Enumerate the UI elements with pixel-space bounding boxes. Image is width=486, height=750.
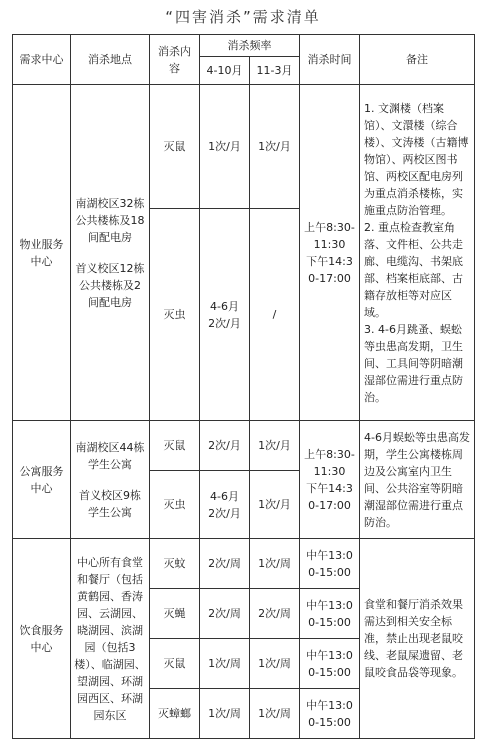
- freq-cell: 1次/周: [200, 639, 250, 689]
- freq-cell: 1次/周: [200, 689, 250, 739]
- center-apartment: 公寓服务中心: [13, 421, 71, 539]
- freq-cell: /: [250, 209, 300, 421]
- freq-cell: 1次/月: [250, 421, 300, 471]
- content-cell: 灭虫: [150, 471, 200, 539]
- location-catering: 中心所有食堂和餐厅（包括黄鹤园、香涛园、云湖园、晓湖园、滨湖园（包括3楼）、临湖园、望湖园、环湖园西区、环湖园东区: [71, 539, 150, 739]
- content-cell: 灭蟑螂: [150, 689, 200, 739]
- document-title: “四害消杀”需求清单: [165, 8, 321, 26]
- header-center: 需求中心: [13, 35, 71, 85]
- header-content: 消杀内容: [150, 35, 200, 85]
- time-property: 上午8:30-11:30 下午14:30-17:00: [300, 85, 360, 421]
- demand-table: [12, 34, 475, 739]
- content-cell: 灭虫: [150, 209, 200, 421]
- time-cell: 中午13:00-15:00: [300, 689, 360, 739]
- location-apartment: [71, 421, 150, 539]
- location-property-nanhu: 南湖校区32栋公共楼栋及18间配电房: [75, 196, 145, 244]
- time-cell: 中午13:00-15:00: [300, 639, 360, 689]
- location-apartment-nanhu: 南湖校区44栋学生公寓: [75, 440, 145, 471]
- freq-cell: 2次/周: [250, 589, 300, 639]
- note-property: 1. 文渊楼（档案馆）、文澴楼（综合楼）、文涛楼（古籍博物馆）、两校区图书馆、两校区配电房列为重点消杀楼栋，实施重点防治管理。 2. 重点检查教室角落、文件柜、公共走廊、电缆沟、书架底部、档案柜底部、古籍存放柜等对应区域。 3. 4-6月跳蚤、蜈蚣等虫患高发期，卫生间、工具间等阴暗潮湿部位需进行重点防治。: [360, 85, 475, 421]
- location-property-shouyi: 首义校区12栋公共楼栋及2间配电房: [75, 261, 145, 309]
- freq-cell: 1次/月: [250, 471, 300, 539]
- content-cell: 灭蝇: [150, 589, 200, 639]
- freq-cell: 1次/周: [250, 539, 300, 589]
- header-freq-apr-oct: 4-10月: [200, 57, 250, 85]
- header-time: 消杀时间: [300, 35, 360, 85]
- freq-cell: 1次/周: [250, 639, 300, 689]
- header-frequency: 消杀频率: [200, 35, 300, 57]
- content-cell: 灭鼠: [150, 421, 200, 471]
- freq-cell: 1次/月: [250, 85, 300, 209]
- time-apartment: 上午8:30-11:30 下午14:30-17:00: [300, 421, 360, 539]
- center-property: 物业服务中心: [13, 85, 71, 421]
- content-cell: 灭蚊: [150, 539, 200, 589]
- note-apartment: 4-6月蜈蚣等虫患高发期，学生公寓楼栋周边及公寓室内卫生间、公共浴室等阴暗潮湿部位需进行重点防治。: [360, 421, 475, 539]
- header-freq-nov-mar: 11-3月: [250, 57, 300, 85]
- freq-cell: 4-6月 2次/月: [200, 209, 250, 421]
- freq-cell: 2次/周: [200, 589, 250, 639]
- freq-cell: 1次/周: [250, 689, 300, 739]
- location-property: [71, 85, 150, 421]
- content-cell: 灭鼠: [150, 639, 200, 689]
- freq-cell: 4-6月 2次/月: [200, 471, 250, 539]
- freq-cell: 1次/月: [200, 85, 250, 209]
- content-cell: 灭鼠: [150, 85, 200, 209]
- location-apartment-shouyi: 首义校区9栋学生公寓: [79, 488, 141, 519]
- note-catering: 食堂和餐厅消杀效果需达到相关安全标准，禁止出现老鼠咬线、老鼠屎遗留、老鼠咬食品袋等现象。: [360, 539, 475, 739]
- time-cell: 中午13:00-15:00: [300, 539, 360, 589]
- freq-cell: 2次/周: [200, 539, 250, 589]
- center-catering: 饮食服务中心: [13, 539, 71, 739]
- freq-cell: 2次/月: [200, 421, 250, 471]
- header-note: 备注: [360, 35, 475, 85]
- header-location: 消杀地点: [71, 35, 150, 85]
- time-cell: 中午13:00-15:00: [300, 589, 360, 639]
